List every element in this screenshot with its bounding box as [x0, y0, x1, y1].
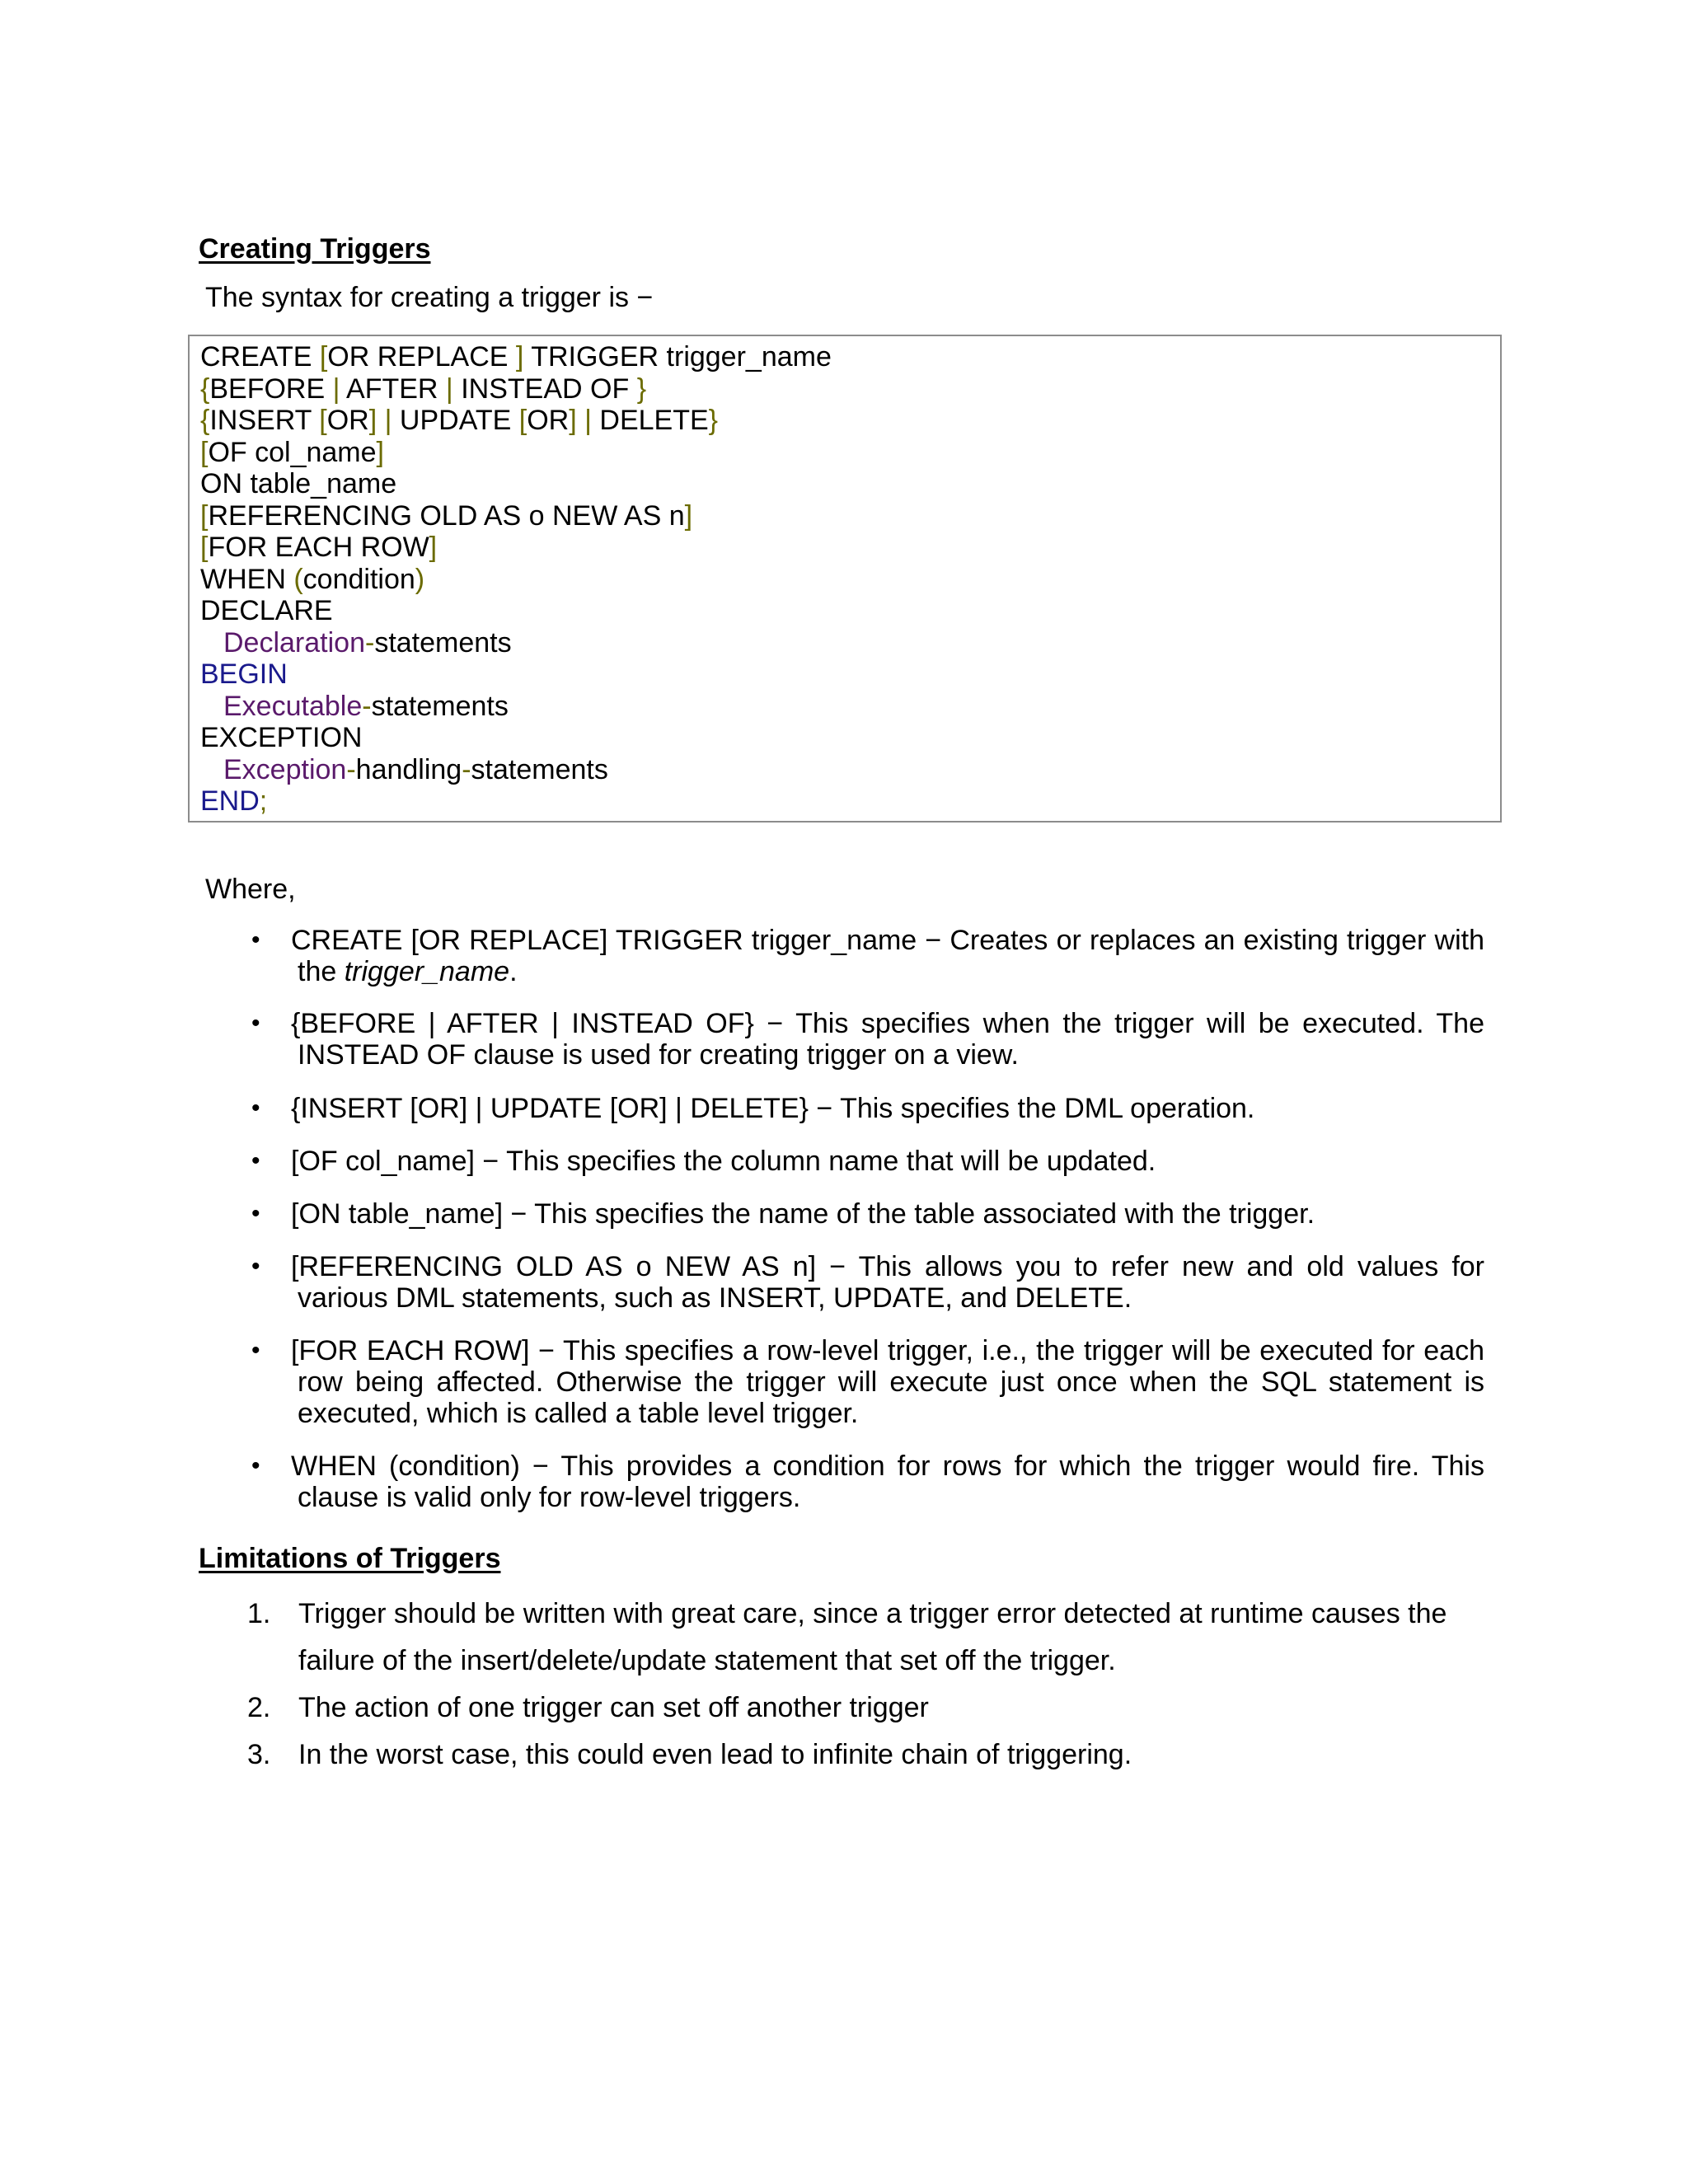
bullet-icon: •	[251, 1337, 260, 1364]
code-line-1: CREATE [OR REPLACE ] TRIGGER trigger_name	[200, 341, 832, 373]
code-line-6: [REFERENCING OLD AS o NEW AS n]	[200, 499, 693, 532]
list-item: 2. The action of one trigger can set off another trigger	[247, 1692, 929, 1723]
list-item: • WHEN (condition) − This provides a condition for rows for which the trigger would fire. This clause is valid only for row-level triggers.	[251, 1451, 1484, 1513]
bullet-icon: •	[251, 1147, 260, 1174]
bullet-icon: •	[251, 1200, 260, 1227]
code-line-15: END;	[200, 785, 268, 817]
list-item: • [REFERENCING OLD AS o NEW AS n] − This allows you to refer new and old values for various DML statements, such as INSERT, UPDATE, and DELETE.	[251, 1251, 1484, 1314]
syntax-explanation-list	[251, 925, 1484, 1513]
list-item: • [FOR EACH ROW] − This specifies a row-level trigger, i.e., the trigger will be executed for each row being affected. Otherwise the trigger will execute just once when the SQL statement is executed, which is called a table level trigger.	[251, 1335, 1484, 1429]
list-item: • [ON table_name] − This specifies the name of the table associated with the trigger.	[251, 1198, 1315, 1230]
code-line-14: Exception-handling-statements	[223, 753, 608, 785]
syntax-code-box	[188, 335, 1502, 823]
code-line-7: [FOR EACH ROW]	[200, 532, 438, 563]
list-item: 1. Trigger should be written with great care, since a trigger error detected at runtime causes the failure of the insert/delete/update statement that set off the trigger.	[247, 1598, 1447, 1676]
bullet-icon: •	[251, 1094, 260, 1122]
intro-text: The syntax for creating a trigger is −	[205, 282, 654, 313]
list-item: • CREATE [OR REPLACE] TRIGGER trigger_name − Creates or replaces an existing trigger with the trigger_name.	[251, 925, 1484, 987]
bullet-icon: •	[251, 1010, 260, 1037]
code-line-5: ON table_name	[200, 468, 397, 499]
heading-limitations: Limitations of Triggers	[199, 1543, 501, 1574]
heading-creating-triggers: Creating Triggers	[199, 233, 431, 265]
where-label: Where,	[205, 874, 296, 905]
list-item: • {INSERT [OR] | UPDATE [OR] | DELETE} − This specifies the DML operation.	[251, 1093, 1255, 1124]
code-line-9: DECLARE	[200, 595, 333, 626]
code-line-10: Declaration-statements	[223, 626, 512, 658]
limitations-list	[247, 1591, 1500, 1779]
code-line-13: EXCEPTION	[200, 722, 363, 753]
list-item: 3. In the worst case, this could even lead to infinite chain of triggering.	[247, 1739, 1132, 1770]
bullet-icon: •	[251, 926, 260, 954]
list-item: • [OF col_name] − This specifies the column name that will be updated.	[251, 1146, 1156, 1177]
code-line-4: [OF col_name]	[200, 436, 384, 468]
code-line-2: {BEFORE | AFTER | INSTEAD OF }	[200, 373, 647, 405]
code-line-8: WHEN (condition)	[200, 563, 425, 595]
bullet-icon: •	[251, 1452, 260, 1479]
bullet-icon: •	[251, 1253, 260, 1280]
code-line-11: BEGIN	[200, 658, 288, 690]
code-line-3: {INSERT [OR] | UPDATE [OR] | DELETE}	[200, 405, 719, 436]
list-item: • {BEFORE | AFTER | INSTEAD OF} − This specifies when the trigger will be executed. The INSTEAD OF clause is used for creating trigger on a view.	[251, 1008, 1484, 1071]
code-line-12: Executable-statements	[223, 690, 509, 722]
